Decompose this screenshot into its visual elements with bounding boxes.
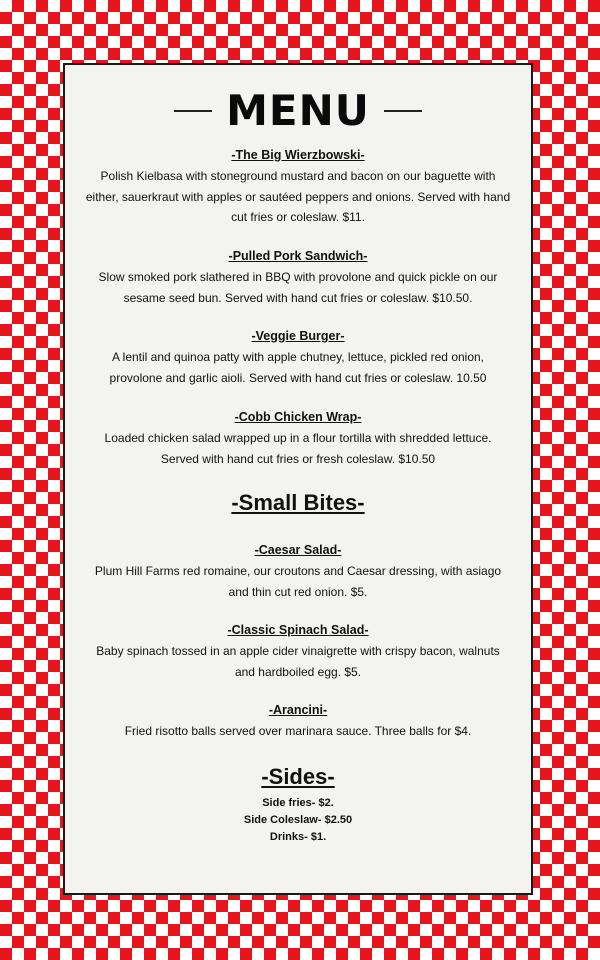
menu-item-classic-spinach-salad <box>65 622 531 682</box>
item-description: Baby spinach tossed in an apple cider vinaigrette with crispy bacon, walnuts and hardboiled egg. $5. <box>96 644 500 679</box>
menu-item-pulled-pork <box>65 248 531 308</box>
side-item: Side Coleslaw- $2.50 <box>243 814 353 826</box>
item-name: -The Big Wierzbowski- <box>231 148 365 162</box>
item-description: Loaded chicken salad wrapped up in a flour tortilla with shredded lettuce. Served with hand cut fries or fresh coleslaw. $10.50 <box>104 431 492 466</box>
item-name: -Veggie Burger- <box>251 329 345 343</box>
side-item: Drinks- $1. <box>269 831 327 843</box>
menu-item-big-wierzbowski <box>65 147 531 228</box>
menu-item-veggie-burger <box>65 328 531 388</box>
menu-title <box>65 87 531 135</box>
item-description: Plum Hill Farms red romaine, our croutons and Caesar dressing, with asiago and thin cut red onion. $5. <box>94 564 502 599</box>
menu-title-text: MENU <box>226 86 370 135</box>
menu-item-cobb-chicken-wrap <box>65 409 531 469</box>
item-description: Polish Kielbasa with stoneground mustard and bacon on our baguette with either, sauerkraut with apples or sautéed peppers and onions. Served with hand cut fries or coleslaw. $11. <box>85 169 511 224</box>
item-name: -Caesar Salad- <box>254 543 342 557</box>
item-description: Slow smoked pork slathered in BBQ with provolone and quick pickle on our sesame seed bun. Served with hand cut fries or coleslaw. $10.50. <box>98 270 498 305</box>
item-name: -Arancini- <box>268 703 328 717</box>
sides-list <box>65 795 531 846</box>
item-description: Fried risotto balls served over marinara sauce. Three balls for $4. <box>124 724 472 738</box>
menu-card <box>63 63 533 895</box>
item-name: -Classic Spinach Salad- <box>227 623 369 637</box>
title-rule-left <box>174 110 212 112</box>
sides-heading: -Sides- <box>261 764 335 789</box>
menu-item-arancini <box>65 702 531 742</box>
item-name: -Cobb Chicken Wrap- <box>234 410 362 424</box>
menu-item-caesar-salad <box>65 542 531 602</box>
item-description: A lentil and quinoa patty with apple chutney, lettuce, pickled red onion, provolone and garlic aioli. Served with hand cut fries or coleslaw. 10.50 <box>109 350 487 385</box>
small-bites-heading: -Small Bites- <box>231 490 365 515</box>
side-item: Side fries- $2. <box>262 797 334 809</box>
title-rule-right <box>384 110 422 112</box>
item-name: -Pulled Pork Sandwich- <box>228 249 368 263</box>
